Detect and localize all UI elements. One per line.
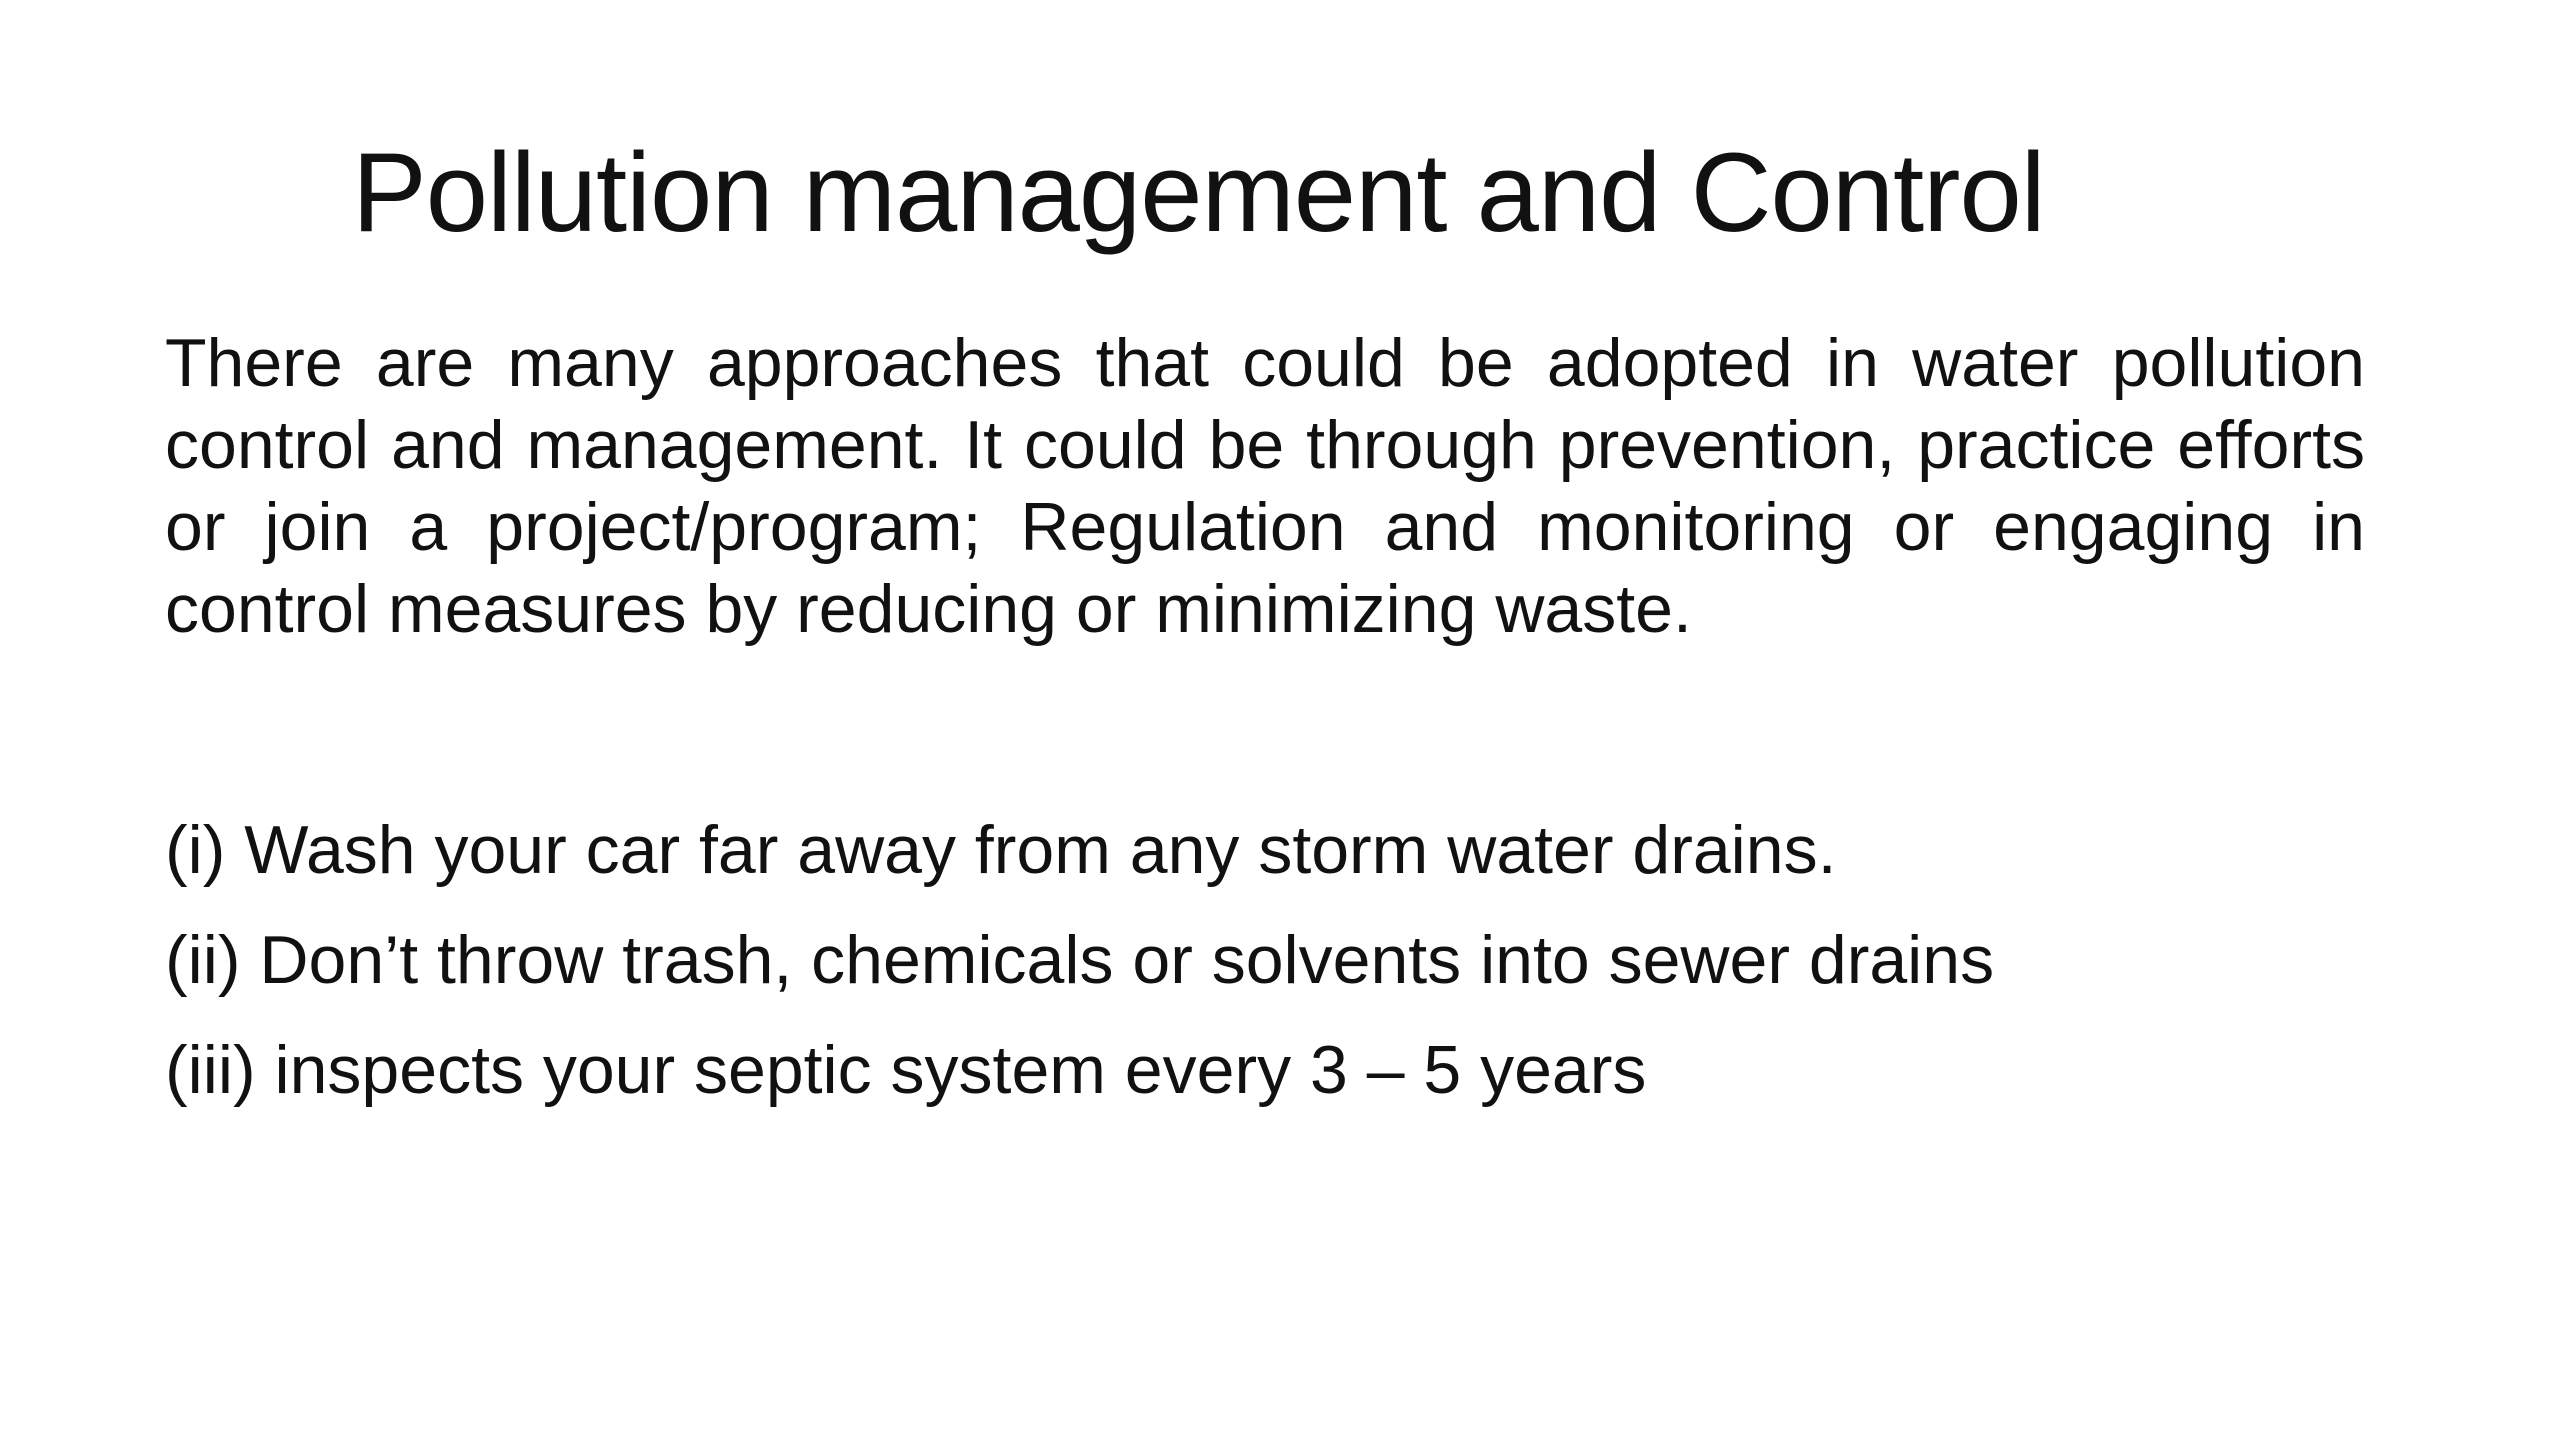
intro-paragraph: There are many approaches that could be adopted in water pollution control and management. It could be through prevention, practice efforts or join a project/program; Regulation and monitoring or engaging in control measures by reducing or minimizing waste. xyxy=(165,325,2365,647)
slide-title: Pollution management and Control xyxy=(352,130,2045,255)
list-item: (iii) inspects your septic system every 3 – 5 years xyxy=(165,1032,1647,1108)
list-item: (i) Wash your car far away from any storm water drains. xyxy=(165,812,1837,888)
measures-list xyxy=(165,795,2365,1125)
list-item: (ii) Don’t throw trash, chemicals or solvents into sewer drains xyxy=(165,922,1995,998)
slide-body xyxy=(165,322,2365,1125)
